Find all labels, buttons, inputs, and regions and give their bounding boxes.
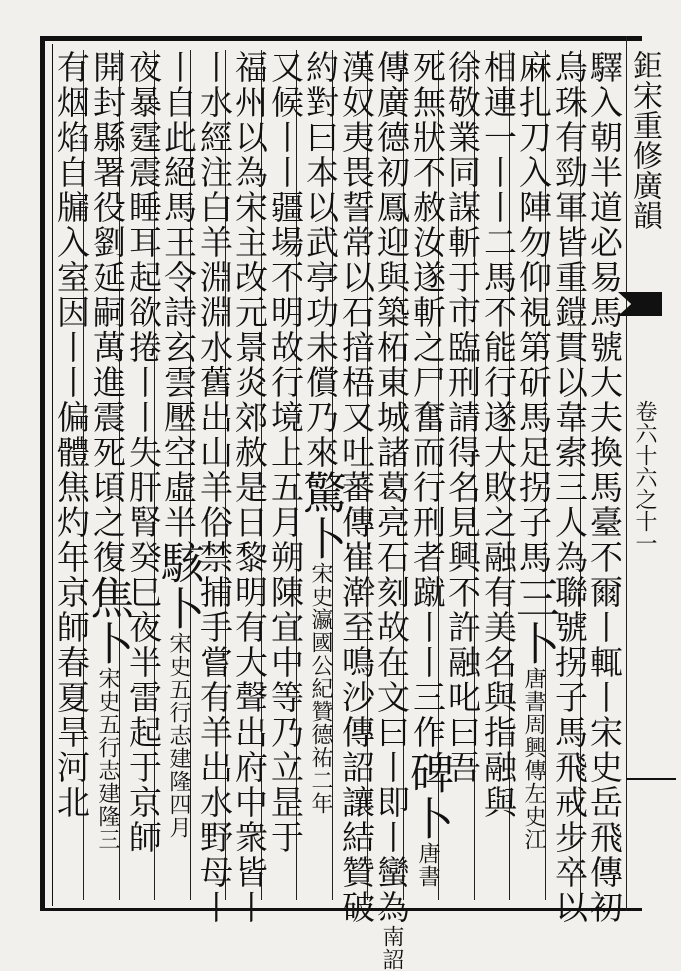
fore-edge-book-title: 鉅宋重修廣韻: [627, 50, 662, 230]
source-citation: 宋史瀛國公紀贊德祐二年: [308, 562, 333, 815]
column-text: 死無狀不赦汝遂斬之尸奮而行刑者蹴丨丨三作: [408, 50, 447, 750]
column-text: 年京師春夏旱河北: [52, 540, 91, 820]
fore-edge-volume-label: 卷六十六之十一: [632, 400, 657, 554]
entry-headword: 焦卜: [82, 575, 133, 667]
column-text: 驛入朝半道必易馬號大夫換馬臺不爾丨輒丨宋史岳飛傳初: [585, 50, 624, 925]
entry-headword: 駭卜: [153, 540, 204, 632]
column-text: 約對曰本以武亭功未償乃來: [301, 50, 340, 470]
column-text: 又候丨丨疆場不明故行境上: [266, 50, 305, 470]
column-text: 五月朔陳宜中等乃立昰于: [266, 470, 305, 855]
column-text: 開封縣署役劉延嗣萬進震死頃之復: [88, 50, 127, 575]
source-citation: 宋史五行志建隆四月: [166, 632, 191, 839]
entry-headword: 碑卜: [402, 750, 453, 842]
entry-headword: 驚卜: [295, 470, 346, 562]
column-text: 漢奴夷畏誓常以石揞梧又吐蕃傳崔澣至鳴沙傳詔讓結贊破: [337, 50, 376, 925]
column-text: 福州以為宋主改元景炎郊赦是日黎明有大聲出府中衆皆丨: [230, 50, 269, 925]
source-citation: 唐書: [415, 842, 440, 888]
frame-top-border: [44, 36, 642, 41]
text-column: [48, 50, 94, 900]
column-text: 有烟焰自牖入室因丨丨偏體焦灼: [52, 50, 91, 540]
frame-left-border: [40, 36, 45, 911]
column-text: 癸巳夜半雷起于京師: [124, 540, 163, 855]
column-text: 融有美名與指融與: [479, 540, 518, 820]
source-citation: 唐書周興傳左史江: [521, 667, 546, 851]
column-text: 相連一丨丨二馬不能行遂大敗之: [479, 50, 518, 540]
column-text: 烏珠有勁軍皆重鎧貫以韋索三人為聯號拐子馬飛戒步卒以: [550, 50, 589, 925]
column-text: 丨自此絕馬王令詩玄雲壓空虛半: [159, 50, 198, 540]
column-text: 夜暴霆震睡耳起欲捲丨丨失肝腎: [124, 50, 163, 540]
entry-headword: 三卜: [508, 575, 559, 667]
column-text: 丨水經注白羊淵淵水舊出山羊俗禁捕手嘗有羊出水野母丨: [195, 50, 234, 925]
column-text: 徐敬業同謀斬于市臨刑請得名見興不許融叱曰吾: [443, 50, 482, 785]
fore-edge-rule: [626, 778, 676, 780]
source-citation: 宋史五行志建隆三: [95, 667, 120, 851]
column-text: 麻扎刀入陣勿仰視第斫馬足拐子馬: [514, 50, 553, 575]
column-text: 傳廣德初鳳迎與築柘東城諸葛亮石刻故在文曰丨即丨蠻為: [372, 50, 411, 925]
source-citation: 南詔: [379, 925, 404, 971]
